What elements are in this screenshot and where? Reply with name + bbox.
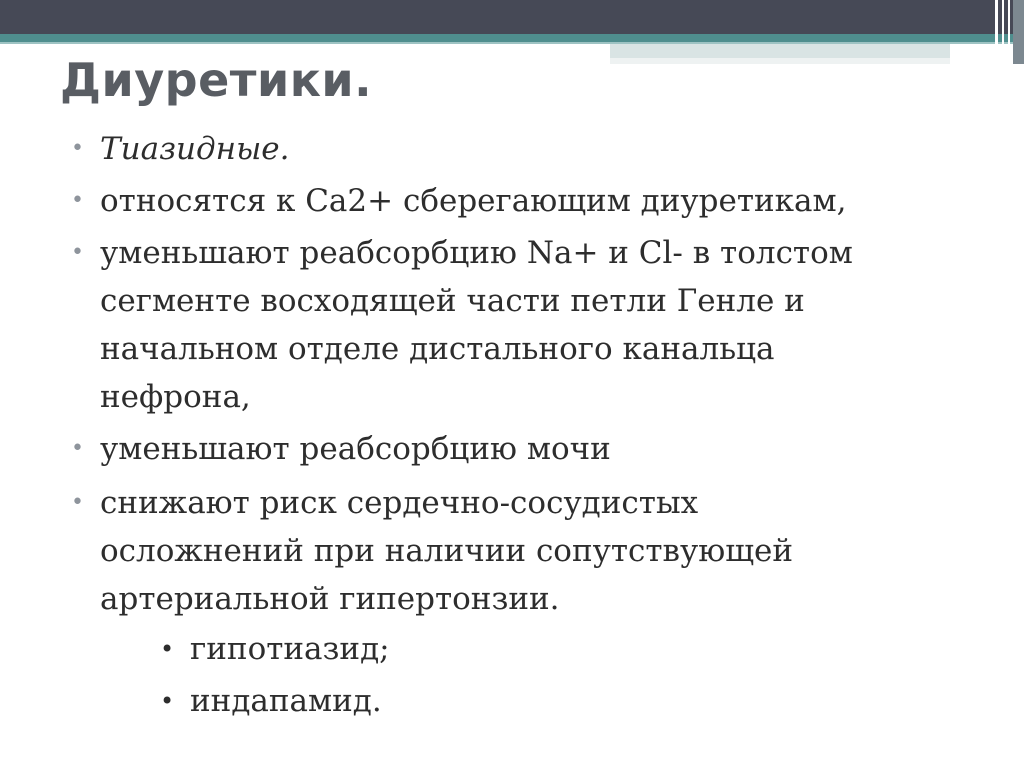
sub-bullet-dot-icon: • (160, 687, 175, 715)
sub-bullet-indapamide: • индапамид. (190, 677, 790, 725)
bullet-dot-icon: • (71, 136, 84, 161)
bullet-dot-icon: • (71, 436, 84, 461)
bullet-line: снижают риск сердечно-сосудистых (100, 485, 699, 521)
bullet-line: артериальной гипертонзии. (100, 581, 560, 617)
bullet-dot-icon: • (71, 490, 84, 515)
bullet-dot-icon: • (71, 188, 84, 213)
bullet-line: сегменте восходящей части петли Генле и (100, 283, 805, 319)
slide-content (0, 125, 1024, 765)
bullet-dot-icon: • (71, 240, 84, 265)
bullet-line: осложнений при наличии сопутствующей (100, 533, 794, 569)
bullet-item-thiazides: • Тиазидные. (100, 125, 980, 173)
bullet-item-cardio-risk (71, 479, 980, 623)
sub-bullet-hypothiazide: • гипотиазид; (190, 625, 790, 673)
bullet-item-reabsorption-na-cl (71, 229, 980, 421)
bullet-line: нефрона, (100, 379, 251, 415)
bullet-item-calcium: • относятся к Са2+ сберегающим диуретикам, (100, 177, 980, 225)
bullet-item-reabsorption-urine: • уменьшают реабсорбцию мочи (100, 425, 980, 473)
header-decoration-band (0, 0, 1024, 46)
bullet-line: уменьшают реабсорбцию Na+ и Cl- в толстом (100, 235, 853, 271)
sub-bullet-dot-icon: • (160, 635, 175, 663)
bullet-line: начальном отделе дистального канальца (100, 331, 775, 367)
slide-title: Диуретики. (60, 53, 373, 107)
